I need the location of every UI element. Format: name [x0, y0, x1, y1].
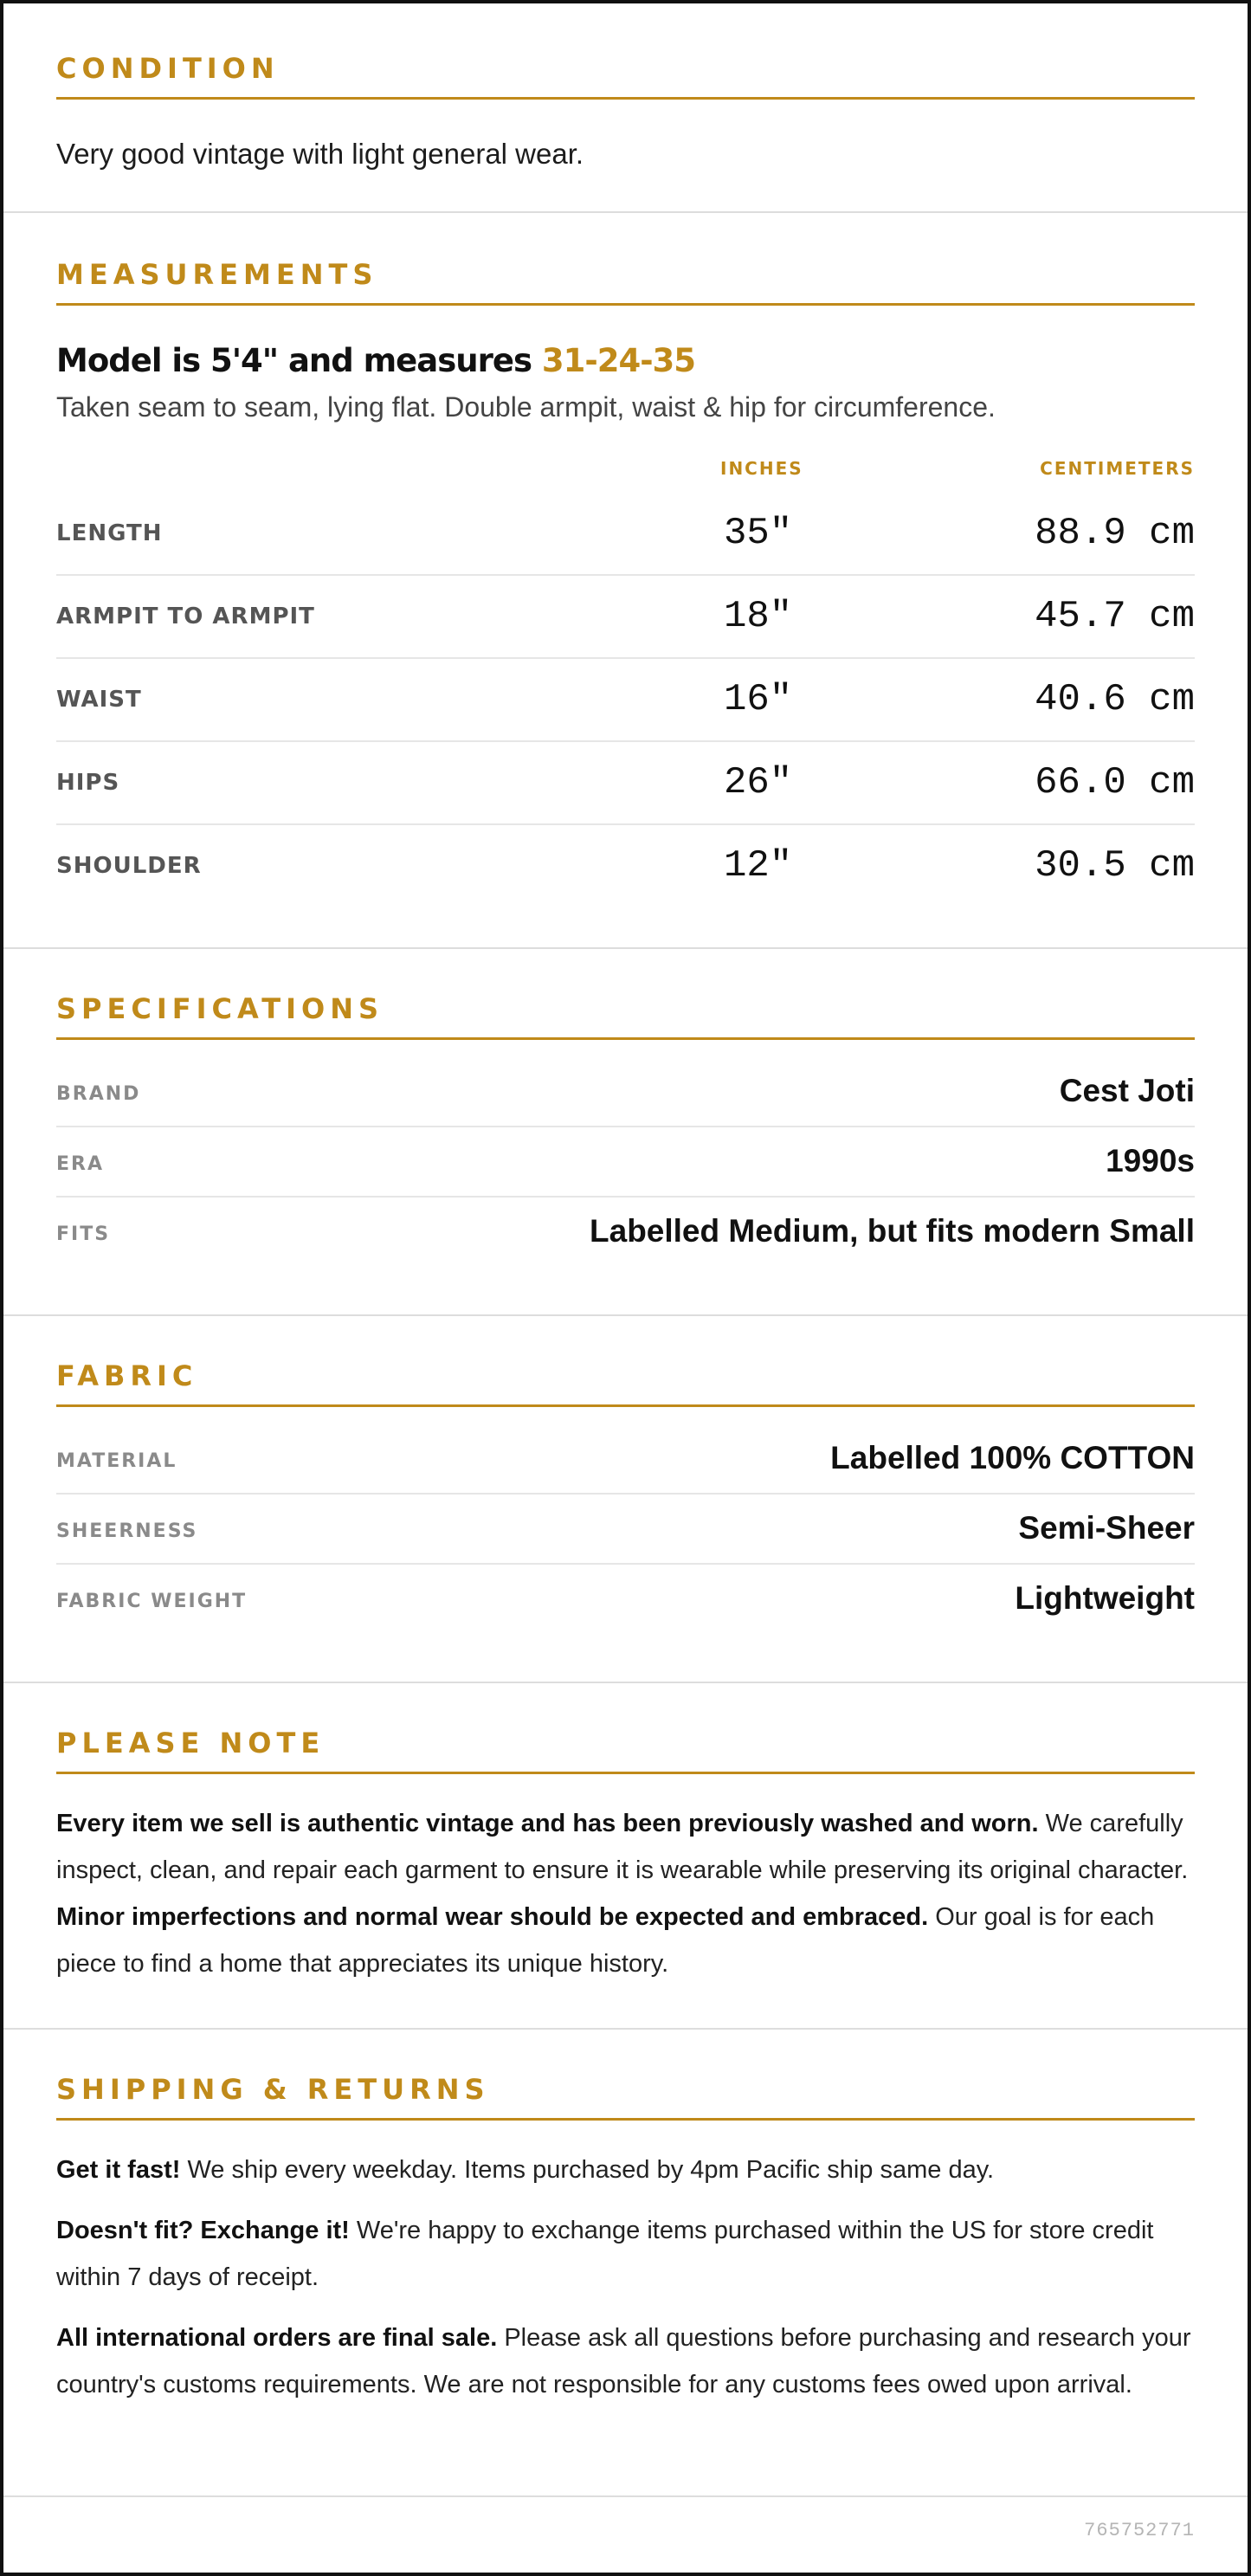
shipping-paragraph-fast [56, 2147, 1195, 2193]
measurements-heading: MEASUREMENTS [56, 258, 1195, 306]
fabric-value: Lightweight [1015, 1580, 1195, 1616]
ship-text-3: Please ask all questions before purchasing and research your country's customs requirements. We are not responsible for any customs fees owed upon arrival. [56, 2324, 1191, 2398]
measurement-inches: 18" [724, 595, 793, 638]
spec-row-fits [56, 1198, 1195, 1268]
measurement-cm: 66.0 cm [1035, 761, 1195, 804]
spec-row-era [56, 1127, 1195, 1198]
specifications-section [3, 949, 1248, 1316]
footer [3, 2497, 1248, 2571]
measurement-cm: 30.5 cm [1035, 844, 1195, 888]
column-inches: INCHES [720, 458, 803, 479]
spec-value: Labelled Medium, but fits modern Small [590, 1213, 1195, 1249]
specifications-list [56, 1057, 1195, 1268]
fabric-heading: FABRIC [56, 1359, 1195, 1407]
measurement-cm: 40.6 cm [1035, 678, 1195, 721]
measurement-label: ARMPIT TO ARMPIT [56, 604, 315, 629]
measurement-label: SHOULDER [56, 853, 202, 879]
ship-text-2: We're happy to exchange items purchased within the US for store credit within 7 days of receipt. [56, 2217, 1154, 2291]
ship-bold-3: All international orders are final sale. [56, 2324, 498, 2352]
measurement-label: HIPS [56, 770, 120, 796]
measurements-section [3, 213, 1248, 949]
ship-text-1: We ship every weekday. Items purchased by 4pm Pacific ship same day. [180, 2156, 995, 2184]
specifications-heading: SPECIFICATIONS [56, 992, 1195, 1040]
fabric-row-sheerness [56, 1495, 1195, 1565]
fabric-value: Semi-Sheer [1018, 1510, 1195, 1546]
measurement-cm: 88.9 cm [1035, 512, 1195, 555]
measurement-inches: 12" [724, 844, 793, 888]
measurement-note: Taken seam to seam, lying flat. Double armpit, waist & hip for circumference. [56, 391, 996, 423]
fabric-list [56, 1424, 1195, 1635]
measurement-cm: 45.7 cm [1035, 595, 1195, 638]
note-bold-1: Every item we sell is authentic vintage and has been previously washed and worn. [56, 1810, 1039, 1837]
note-bold-2: Minor imperfections and normal wear should be expected and embraced. [56, 1903, 929, 1931]
measurement-inches: 16" [724, 678, 793, 721]
fabric-key: MATERIAL [56, 1450, 177, 1472]
note-text-2: Our goal is for each piece to find a home that appreciates its unique history. [56, 1903, 1155, 1978]
condition-text: Very good vintage with light general wear. [56, 138, 584, 170]
spec-value: Cest Joti [1059, 1073, 1195, 1108]
please-note-section [3, 1683, 1248, 2030]
condition-section [3, 3, 1248, 213]
measurement-row [56, 659, 1195, 742]
fabric-key: SHEERNESS [56, 1520, 198, 1542]
model-measurements [56, 342, 1195, 379]
shipping-heading: SHIPPING & RETURNS [56, 2073, 1195, 2121]
please-note-text [56, 1800, 1195, 1987]
note-text-1: We carefully inspect, clean, and repair each garment to ensure it is wearable while preserving its original character. [56, 1810, 1189, 1884]
column-centimeters: CENTIMETERS [1040, 458, 1195, 479]
fabric-section [3, 1316, 1248, 1683]
spec-value: 1990s [1106, 1143, 1195, 1178]
condition-heading: CONDITION [56, 52, 1195, 100]
measurement-table [56, 493, 1195, 908]
model-prefix: Model is 5'4" and measures [56, 342, 542, 379]
item-id: 765752771 [1084, 2520, 1195, 2541]
fabric-key: FABRIC WEIGHT [56, 1591, 248, 1612]
measurement-inches: 35" [724, 512, 793, 555]
fabric-value: Labelled 100% COTTON [830, 1440, 1195, 1475]
measurement-label: WAIST [56, 687, 142, 713]
spec-key: FITS [56, 1223, 111, 1245]
spec-key: BRAND [56, 1083, 141, 1105]
shipping-paragraph-international [56, 2315, 1195, 2408]
measurement-row [56, 493, 1195, 576]
spec-row-brand [56, 1057, 1195, 1127]
measurement-row [56, 825, 1195, 908]
measurement-label: LENGTH [56, 520, 163, 546]
please-note-heading: PLEASE NOTE [56, 1727, 1195, 1774]
fabric-row-material [56, 1424, 1195, 1495]
model-measures: 31-24-35 [541, 342, 696, 379]
ship-bold-2: Doesn't fit? Exchange it! [56, 2217, 350, 2244]
shipping-paragraph-exchange [56, 2207, 1195, 2301]
measurement-column-headers [56, 458, 1195, 493]
ship-bold-1: Get it fast! [56, 2156, 181, 2184]
shipping-returns-section [3, 2030, 1248, 2497]
measurement-inches: 26" [724, 761, 793, 804]
measurement-row [56, 742, 1195, 825]
fabric-row-weight [56, 1565, 1195, 1635]
measurement-row [56, 576, 1195, 659]
spec-key: ERA [56, 1153, 104, 1175]
